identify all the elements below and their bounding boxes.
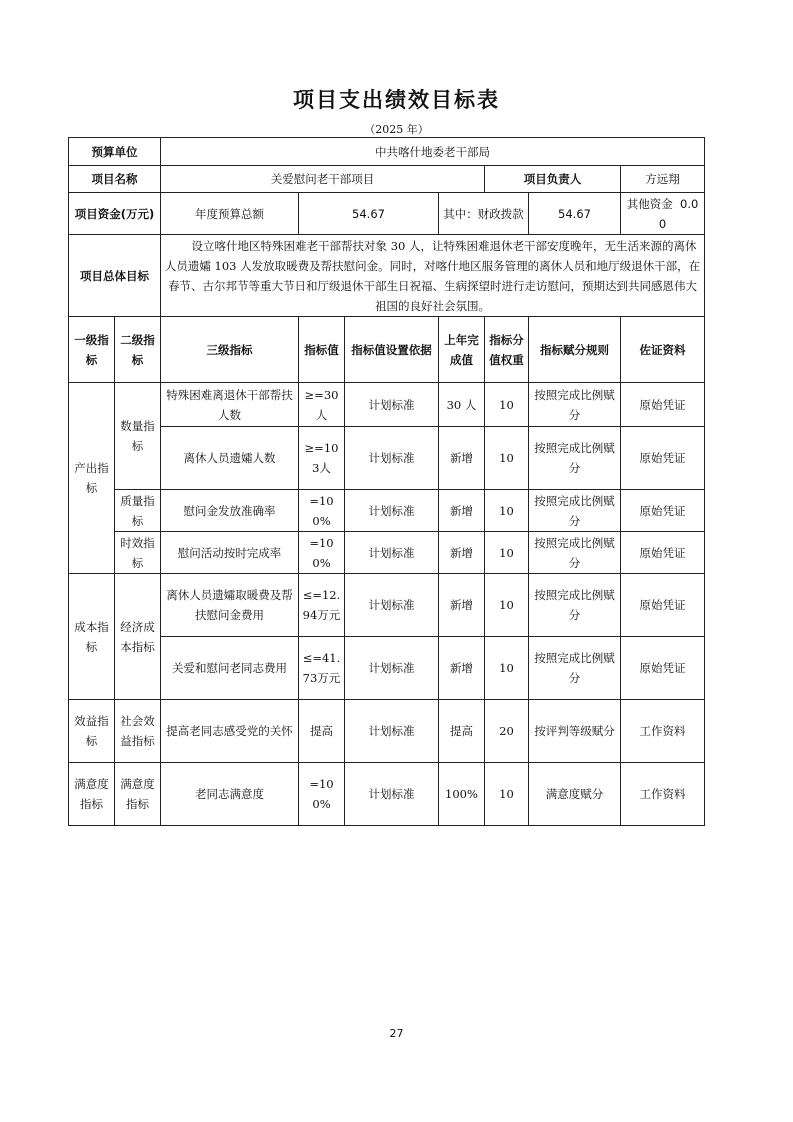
unit-value: 中共喀什地委老干部局 [161,138,705,166]
row-basis: 计划标准 [345,490,439,532]
header-row [69,317,705,383]
row-evidence: 原始凭证 [621,383,705,427]
row-l3: 提高老同志感受党的关怀 [161,700,299,763]
unit-row [69,138,705,166]
row-rule: 按照完成比例赋分 [529,637,621,700]
row-value: ≥=103人 [299,427,345,490]
unit-label: 预算单位 [69,138,161,166]
table-row [69,574,705,637]
header-evidence: 佐证资料 [621,317,705,383]
row-value: =100% [299,532,345,574]
row-value: =100% [299,763,345,826]
subgroup-timeliness: 时效指标 [115,532,161,574]
header-last-year: 上年完成值 [439,317,485,383]
subgroup-social: 社会效益指标 [115,700,161,763]
project-name-row [69,166,705,193]
table-row [69,763,705,826]
row-evidence: 原始凭证 [621,490,705,532]
row-l3: 特殊困难离退休干部帮扶人数 [161,383,299,427]
row-rule: 按照完成比例赋分 [529,427,621,490]
header-basis: 指标值设置依据 [345,317,439,383]
group-benefit: 效益指标 [69,700,115,763]
fund-label: 项目资金(万元) [69,193,161,235]
row-last: 新增 [439,532,485,574]
row-value: =100% [299,490,345,532]
row-rule: 满意度赋分 [529,763,621,826]
row-evidence: 原始凭证 [621,574,705,637]
page-title: 项目支出绩效目标表 [293,87,500,112]
row-l3: 慰问活动按时完成率 [161,532,299,574]
row-basis: 计划标准 [345,427,439,490]
table-row [69,637,705,700]
row-l3: 关爱和慰问老同志费用 [161,637,299,700]
row-weight: 10 [485,383,529,427]
row-l3: 慰问金发放准确率 [161,490,299,532]
row-weight: 10 [485,637,529,700]
table-row [69,383,705,427]
row-basis: 计划标准 [345,532,439,574]
group-satisfaction: 满意度指标 [69,763,115,826]
year-label: （2025 年） [364,123,429,136]
leader-value: 方远翔 [621,166,705,193]
header-l1: 一级指标 [69,317,115,383]
table-row [69,532,705,574]
goal-row [69,235,705,317]
subgroup-economic: 经济成本指标 [115,574,161,700]
row-evidence: 原始凭证 [621,427,705,490]
header-l3: 三级指标 [161,317,299,383]
row-last: 新增 [439,637,485,700]
goal-label: 项目总体目标 [69,235,161,317]
row-last: 新增 [439,490,485,532]
row-evidence: 工作资料 [621,700,705,763]
fiscal-label: 其中：财政拨款 [439,193,529,235]
other-value-cell [621,193,705,235]
header-rule: 指标赋分规则 [529,317,621,383]
row-l3: 离休人员遗孀人数 [161,427,299,490]
table-row [69,490,705,532]
header-value: 指标值 [299,317,345,383]
row-value: 提高 [299,700,345,763]
other-value: 0.00 [658,196,699,231]
subgroup-quality: 质量指标 [115,490,161,532]
row-last: 100% [439,763,485,826]
group-output: 产出指标 [69,383,115,574]
fiscal-value: 54.67 [529,193,621,235]
table-row [69,427,705,490]
leader-label: 项目负责人 [485,166,621,193]
row-basis: 计划标准 [345,700,439,763]
row-rule: 按评判等级赋分 [529,700,621,763]
annual-budget-value: 54.67 [299,193,439,235]
row-rule: 按照完成比例赋分 [529,383,621,427]
row-weight: 20 [485,700,529,763]
row-weight: 10 [485,427,529,490]
table-row [69,700,705,763]
row-evidence: 原始凭证 [621,532,705,574]
row-l3: 离休人员遗孀取暖费及帮扶慰问金费用 [161,574,299,637]
subgroup-quantity: 数量指标 [115,383,161,490]
row-last: 新增 [439,427,485,490]
other-label: 其他资金 [626,196,673,211]
page-number: 27 [389,1027,404,1040]
row-weight: 10 [485,574,529,637]
performance-table [68,137,705,826]
row-last: 30 人 [439,383,485,427]
header-weight: 指标分值权重 [485,317,529,383]
row-evidence: 工作资料 [621,763,705,826]
row-rule: 按照完成比例赋分 [529,532,621,574]
row-basis: 计划标准 [345,383,439,427]
row-weight: 10 [485,490,529,532]
fund-row [69,193,705,235]
project-name-value: 关爱慰问老干部项目 [161,166,485,193]
row-basis: 计划标准 [345,574,439,637]
subgroup-satisfaction: 满意度指标 [115,763,161,826]
row-value: ≥=30人 [299,383,345,427]
row-weight: 10 [485,532,529,574]
row-rule: 按照完成比例赋分 [529,490,621,532]
annual-budget-label: 年度预算总额 [161,193,299,235]
row-evidence: 原始凭证 [621,637,705,700]
goal-text: 设立喀什地区特殊困难老干部帮扶对象 30 人，让特殊困难退休老干部安度晚年，无生活来源的离休人员遗孀 103 人发放取暖费及帮扶慰问金。同时，对喀什地区服务管理的离休人员和地厅级退休干部，在春节、古尔邦节等重大节日和厅级退休干部生日祝福、生病探望时进行走访慰问，预期达到共同感恩伟大祖国的良好社会氛围。 [161,235,705,317]
row-basis: 计划标准 [345,763,439,826]
row-last: 新增 [439,574,485,637]
row-rule: 按照完成比例赋分 [529,574,621,637]
group-cost: 成本指标 [69,574,115,700]
row-l3: 老同志满意度 [161,763,299,826]
row-weight: 10 [485,763,529,826]
row-basis: 计划标准 [345,637,439,700]
project-name-label: 项目名称 [69,166,161,193]
row-value: ≤=12.94万元 [299,574,345,637]
row-value: ≤=41.73万元 [299,637,345,700]
row-last: 提高 [439,700,485,763]
header-l2: 二级指标 [115,317,161,383]
